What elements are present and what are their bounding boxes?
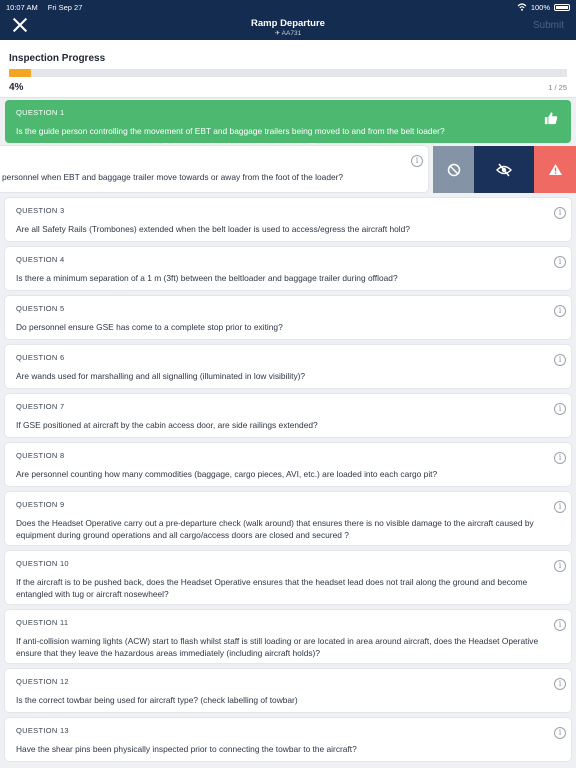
question-label: QUESTION 12	[16, 677, 69, 686]
question-card[interactable]	[5, 247, 571, 290]
question-label: QUESTION 6	[16, 353, 65, 362]
info-icon[interactable]: i	[554, 207, 566, 219]
question-label: QUESTION 9	[16, 500, 65, 509]
info-icon[interactable]: i	[554, 354, 566, 366]
battery-percent: 100%	[530, 2, 550, 12]
wifi-icon	[517, 3, 527, 11]
question-text: If GSE positioned at aircraft by the cabin access door, are side railings extended?	[16, 420, 318, 430]
info-icon[interactable]: i	[554, 619, 566, 631]
question-label: QUESTION 7	[16, 402, 65, 411]
question-text: Are personnel counting how many commodities (baggage, cargo pieces, AVI, etc.) are loaded into each cargo pit?	[16, 469, 438, 479]
progress-count: 1 / 25	[548, 83, 567, 92]
top-bar	[0, 0, 576, 40]
question-card[interactable]	[5, 296, 571, 339]
question-text: Do personnel ensure GSE has come to a complete stop prior to exiting?	[16, 322, 283, 332]
question-label: QUESTION 3	[16, 206, 65, 215]
status-time: 10:07 AM	[6, 2, 38, 12]
not-applicable-button[interactable]	[433, 146, 474, 193]
submit-button[interactable]: Submit	[532, 20, 564, 31]
question-card[interactable]	[5, 551, 571, 604]
info-icon[interactable]: i	[554, 501, 566, 513]
flag-issue-button[interactable]	[534, 146, 576, 193]
question-text: Does the Headset Operative carry out a pre-departure check (walk around) that ensures there is no visible damage to the aircraft caused by equipment during ground operations and all cargo/access doors are closed and secured ?	[16, 518, 534, 540]
inspection-progress	[0, 40, 576, 98]
question-card[interactable]	[5, 669, 571, 712]
question-text: If anti-collision warning lights (ACW) start to flash whilst staff is still loading or are located in area around aircraft, does the Headset Operative ensure that they leave the hazardous areas immediately (including aircraft holds)?	[16, 636, 539, 658]
question-label: QUESTION 10	[16, 559, 69, 568]
question-text: Are all Safety Rails (Trombones) extended when the belt loader is used to access/egress the aircraft hold?	[16, 224, 410, 234]
question-text: Have the shear pins been physically inspected prior to connecting the towbar to the aircraft?	[16, 744, 357, 754]
question-card[interactable]	[5, 718, 571, 761]
progress-title: Inspection Progress	[9, 53, 106, 64]
question-card[interactable]	[5, 345, 571, 388]
progress-percent: 4%	[9, 82, 24, 93]
info-icon[interactable]: i	[554, 305, 566, 317]
status-bar	[6, 2, 570, 12]
info-icon[interactable]: i	[554, 678, 566, 690]
question-card[interactable]	[5, 492, 571, 545]
question-text: Is the guide person controlling the movement of EBT and baggage trailers being moved to and from the belt loader?	[16, 126, 445, 136]
ban-icon	[447, 163, 461, 177]
question-label: QUESTION 4	[16, 255, 65, 264]
question-label: QUESTION 1	[16, 108, 65, 117]
question-text: If the aircraft is to be pushed back, does the Headset Operative ensures that the headset lead does not trail along the ground and become entangled with tug or aircraft nosewheel?	[16, 577, 528, 599]
progress-bar-fill	[9, 69, 31, 77]
question-card[interactable]	[5, 610, 571, 663]
page-title: Ramp Departure	[251, 18, 325, 29]
thumbs-up-icon[interactable]	[544, 111, 558, 125]
info-icon[interactable]: i	[554, 727, 566, 739]
question-label: QUESTION 5	[16, 304, 65, 313]
question-card[interactable]	[5, 394, 571, 437]
question-label: QUESTION 13	[16, 726, 69, 735]
question-card[interactable]	[5, 100, 571, 143]
flight-number: ✈ AA731	[274, 30, 302, 37]
hide-question-button[interactable]	[474, 146, 534, 193]
info-icon[interactable]: i	[554, 403, 566, 415]
question-text: Is there a minimum separation of a 1 m (3ft) between the beltloader and baggage trailer during offload?	[16, 273, 398, 283]
question-card[interactable]	[5, 443, 571, 486]
question-label: QUESTION 11	[16, 618, 69, 627]
info-icon[interactable]: i	[554, 560, 566, 572]
info-icon[interactable]: i	[411, 155, 423, 167]
question-text: Are wands used for marshalling and all signalling (illuminated in low visibility)?	[16, 371, 306, 381]
question-text: personnel when EBT and baggage trailer move towards or away from the foot of the loader?	[2, 172, 344, 182]
question-card[interactable]	[5, 198, 571, 241]
question-card[interactable]	[0, 146, 428, 192]
info-icon[interactable]: i	[554, 452, 566, 464]
status-date: Fri Sep 27	[47, 2, 83, 12]
warning-icon	[548, 163, 563, 176]
progress-bar	[9, 69, 567, 77]
question-label: QUESTION 8	[16, 451, 65, 460]
eye-slash-icon	[496, 163, 512, 177]
question-text: Is the correct towbar being used for aircraft type? (check labelling of towbar)	[16, 695, 298, 705]
battery-icon	[554, 4, 570, 11]
info-icon[interactable]: i	[554, 256, 566, 268]
